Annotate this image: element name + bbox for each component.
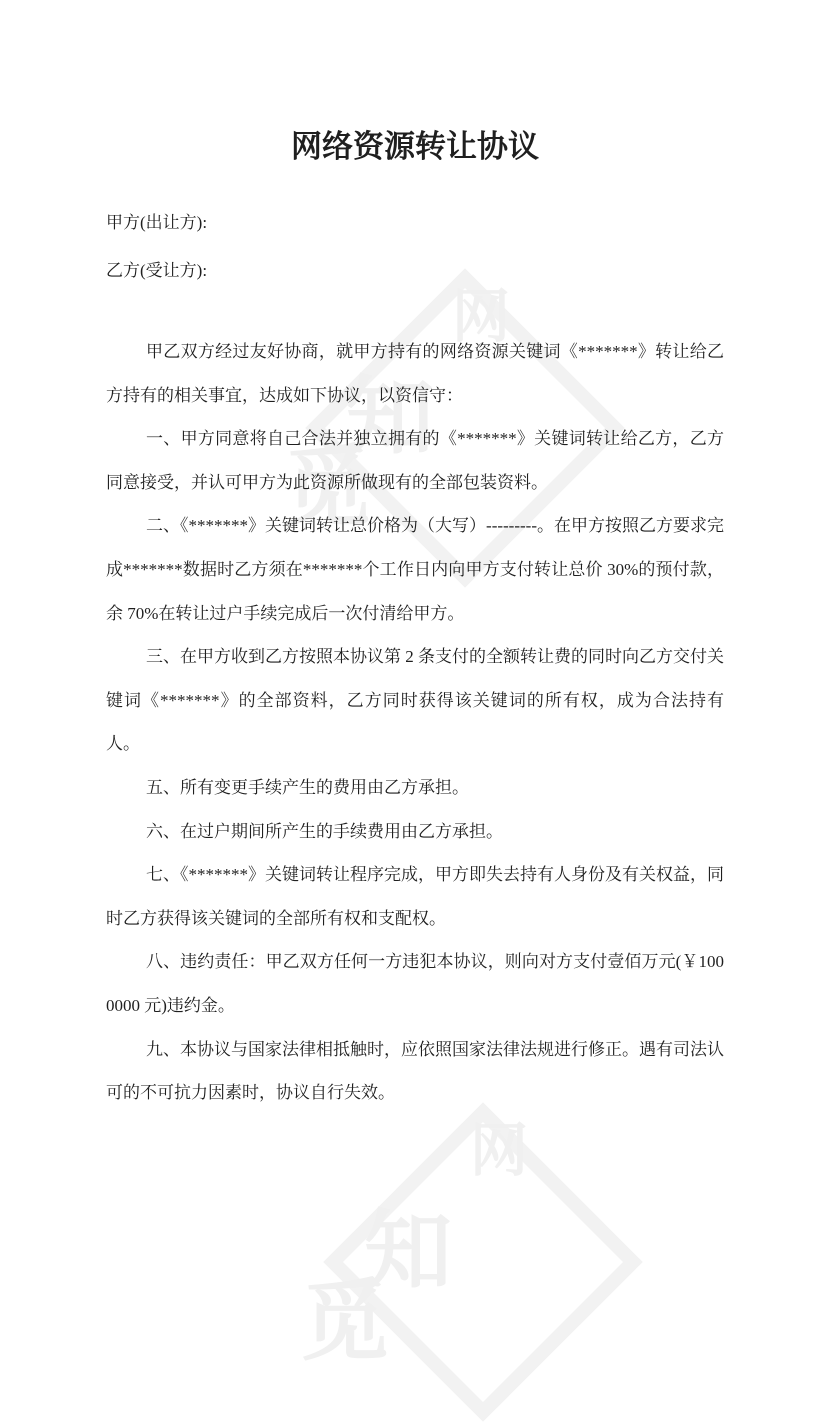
clause-2: 二、《*******》关键词转让总价格为（大写）---------。在甲方按照乙方要求完成*******数据时乙方须在*******个工作日内向甲方支付转让总价 30%的预付款，余 70%在转让过户手续完成后一次付清给甲方。 bbox=[106, 516, 724, 623]
watermark-char: 觅 bbox=[301, 1275, 390, 1372]
clause-5: 五、所有变更手续产生的费用由乙方承担。 bbox=[146, 777, 469, 797]
clause-6: 六、在过户期间所产生的手续费用由乙方承担。 bbox=[146, 821, 503, 841]
party-b-line: 乙方(受让方): bbox=[106, 261, 208, 280]
clause-7: 七、《*******》关键词转让程序完成，甲方即失去持有人身份及有关权益，同时乙方获得该关键词的全部所有权和支配权。 bbox=[106, 865, 724, 928]
watermark-char: 觅 bbox=[283, 441, 372, 538]
document-body bbox=[106, 209, 724, 1115]
document-title: 网络资源转让协议 bbox=[291, 129, 539, 164]
clause-8: 八、违约责任：甲乙双方任何一方违犯本协议，则向对方支付壹佰万元(￥1000000 元)违约金。 bbox=[106, 952, 724, 1015]
clause-1: 一、甲方同意将自己合法并独立拥有的《*******》关键词转让给乙方，乙方同意接受，并认可甲方为此资源所做现有的全部包装资料。 bbox=[106, 429, 724, 492]
intro-paragraph: 甲乙双方经过友好协商，就甲方持有的网络资源关键词《*******》转让给乙方持有的相关事宜，达成如下协议，以资信守： bbox=[106, 342, 724, 405]
clause-3: 三、在甲方收到乙方按照本协议第 2 条支付的全额转让费的同时向乙方交付关键词《*******》的全部资料，乙方同时获得该关键词的所有权，成为合法持有人。 bbox=[106, 647, 724, 754]
clause-9: 九、本协议与国家法律相抵触时，应依照国家法律法规进行修正。遇有司法认可的不可抗力因素时，协议自行失效。 bbox=[106, 1039, 724, 1103]
watermark-diamond-icon bbox=[323, 1102, 643, 1422]
watermark-char: 网 bbox=[452, 284, 511, 349]
watermark-char: 知 bbox=[346, 371, 435, 468]
watermark-char: 网 bbox=[470, 1118, 529, 1183]
party-a-line: 甲方(出让方): bbox=[106, 213, 208, 232]
watermark-char: 知 bbox=[364, 1205, 453, 1302]
